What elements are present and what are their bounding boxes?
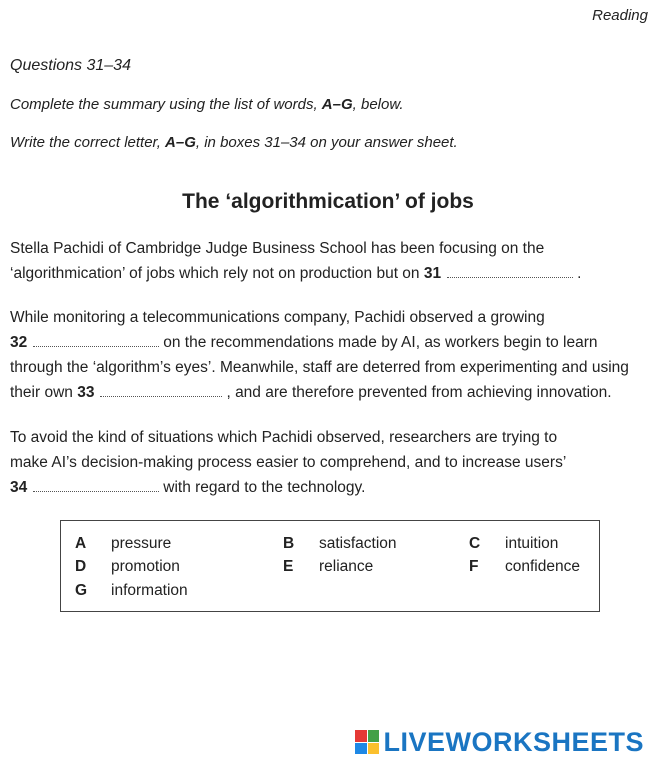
option-letter: D: [75, 558, 87, 575]
option-word: information: [111, 582, 188, 599]
paragraph-text: ‘algorithmication’ of jobs which rely not on production but on: [10, 265, 424, 282]
option-letter: G: [75, 582, 88, 599]
answer-blank-31[interactable]: [447, 276, 573, 278]
paragraph-text: .: [577, 265, 582, 282]
logo-text: LIVEWORKSHEETS: [383, 726, 644, 757]
paragraph-line: make AI’s decision-making process easier to comprehend, and to increase users’: [10, 454, 567, 471]
paragraph-text: their own: [10, 384, 78, 401]
instruction-text: Write the correct letter,: [10, 134, 166, 151]
paragraph-line: Stella Pachidi of Cambridge Judge Business School has been focusing on the: [10, 240, 545, 257]
question-number-33: 33: [77, 384, 95, 401]
question-number-32: 32: [10, 334, 28, 351]
question-number-31: 31: [423, 265, 442, 282]
option-f: [469, 558, 580, 576]
option-a: [75, 535, 171, 553]
paragraph-text: with regard to the technology.: [163, 479, 366, 496]
instruction-bold: A–G: [165, 134, 196, 151]
logo-mark-icon: [355, 730, 379, 754]
paragraph-1: [10, 236, 581, 286]
answer-blank-32[interactable]: [33, 345, 159, 347]
instruction-text: Complete the summary using the list of words,: [10, 96, 322, 113]
paragraph-line: [10, 380, 629, 405]
liveworksheets-logo[interactable]: [355, 728, 644, 756]
option-word: intuition: [505, 535, 559, 552]
option-word: satisfaction: [319, 535, 397, 552]
instruction-line-1: [10, 96, 404, 113]
instruction-bold: A–G: [321, 96, 353, 113]
option-d: [75, 558, 180, 576]
option-word: promotion: [111, 558, 180, 575]
word-list-box: [60, 520, 600, 612]
paragraph-text: , and are therefore prevented from achieving innovation.: [226, 384, 612, 401]
option-e: [283, 558, 373, 576]
option-letter: B: [283, 535, 295, 552]
paragraph-line: [10, 475, 566, 500]
instruction-text: , in boxes 31–34 on your answer sheet.: [195, 134, 458, 151]
summary-title: The ‘algorithmication’ of jobs: [182, 190, 474, 213]
option-word: reliance: [319, 558, 374, 575]
option-word: confidence: [505, 558, 580, 575]
paragraph-text: on the recommendations made by AI, as workers begin to learn: [163, 334, 598, 351]
answer-blank-33[interactable]: [100, 395, 222, 397]
option-b: [283, 535, 397, 553]
paragraph-line: While monitoring a telecommunications company, Pachidi observed a growing: [10, 309, 545, 326]
option-letter: E: [283, 558, 294, 575]
option-letter: C: [469, 535, 481, 552]
paragraph-line: [10, 261, 581, 286]
instruction-text: , below.: [352, 96, 404, 113]
option-g: [75, 582, 188, 600]
section-label: Reading: [592, 7, 648, 24]
option-word: pressure: [111, 535, 172, 552]
answer-blank-34[interactable]: [33, 490, 159, 492]
instruction-line-2: [10, 134, 458, 151]
questions-heading: Questions 31–34: [10, 57, 131, 74]
paragraph-line: through the ‘algorithm’s eyes’. Meanwhile, staff are deterred from experimenting and using: [10, 359, 629, 376]
paragraph-line: [10, 330, 629, 355]
option-letter: F: [469, 558, 479, 575]
option-c: [469, 535, 558, 553]
option-letter: A: [75, 535, 87, 552]
question-number-34: 34: [10, 479, 28, 496]
paragraph-3: [10, 425, 566, 500]
paragraph-2: [10, 305, 629, 405]
paragraph-line: To avoid the kind of situations which Pachidi observed, researchers are trying to: [10, 429, 558, 446]
